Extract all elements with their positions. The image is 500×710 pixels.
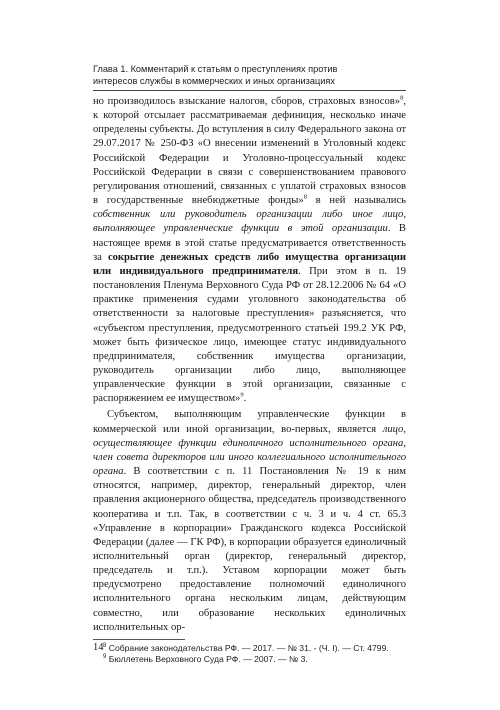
paragraph-1 xyxy=(93,95,406,406)
paragraph-1-text-3: в ней назывались xyxy=(306,195,406,207)
footnote-ref-8-second[interactable]: 8 xyxy=(303,193,307,201)
running-head-line-1: Глава 1. Комментарий к статьям о преступлениях против xyxy=(93,64,338,74)
paragraph-2 xyxy=(93,408,406,635)
running-head xyxy=(93,64,406,91)
paragraph-1-text-4: . В настоящее время в этой статье предусматривается ответственность за xyxy=(93,223,406,263)
paragraph-1-italic-subjects: собственник или руководитель организации либо иное лицо, выполняющее управленческие функции в этой организации xyxy=(93,209,406,235)
footnote-9 xyxy=(93,654,406,666)
footnote-9-mark: 9 xyxy=(103,654,107,661)
paragraph-1-text-5: . При этом в п. 19 постановления Пленума Верховного Суда РФ от 28.12.2006 № 64 «О практике применения судами уголовного законодательства об ответственности за налоговые преступления» разъясняется, что «субъектом преступления, предусмотренного статьей 199.2 УК РФ, может быть физическое лицо, имеющее статус индивидуального предпринимателя, собственник имущества организации, руководитель организации либо лицо, выполняющее управленческие функции в этой организации, связанные с распоряжением ее имуществом» xyxy=(93,265,406,405)
paragraph-1-text-6: . xyxy=(243,393,247,405)
paragraph-1-text-1: но производилось взыскание налогов, сборов, страховых взносов» xyxy=(93,96,401,107)
page-number: 14 xyxy=(93,642,104,653)
paragraph-2-text-2: . В соответствии с п. 11 Постановления № 19 к ним относятся, например, директор, генеральный директор, член правления акционерного общества, председатель производственного кооператива и т.п. Так, в соответствии с ч. 3 и ч. 4 ст. 65.3 «Управление в корпорации» Гражданского кодекса Российской Федерации (далее — ГК РФ), в корпорации образуется единоличный исполнительный орган (директор, генеральный директор, председатель и т.п.). Уставом корпорации может быть предусмотрено предоставление полномочий единоличного исполнительного органа нескольким лицам, действующим совместно, или образование нескольких единоличных исполнительных ор- xyxy=(93,466,406,633)
footnote-ref-9[interactable]: 9 xyxy=(240,391,244,399)
paragraph-2-text-1: Субъектом, выполняющим управленческие функции в коммерческой или иной организации, во-первых, является xyxy=(93,409,406,435)
paragraph-2-italic-definition: лицо, осуществляющее функции единоличного исполнительного органа, член совета директоров или иного коллегиального исполнительного органа xyxy=(93,423,406,478)
footnote-8-text: Собрание законодательства РФ. — 2017. — № 31. - (Ч. I). — Ст. 4799. xyxy=(108,642,389,653)
footnote-8 xyxy=(93,643,406,655)
running-head-line-2: интересов службы в коммерческих и иных организациях xyxy=(93,75,335,86)
footnote-divider xyxy=(93,639,185,640)
footnote-9-text: Бюллетень Верховного Суда РФ. — 2007. — № 3. xyxy=(108,654,308,665)
page-body xyxy=(93,64,406,666)
footnote-ref-8[interactable]: 8 xyxy=(400,94,404,102)
paragraph-1-bold-concealment: сокрытие денежных средств либо имущества организации или индивидуального предпринимателя xyxy=(93,251,406,277)
paragraph-1-text-2: , к которой отсылает рассматриваемая дефиниция, несколько иначе определены субъекты. До вступления в силу Федерального закона от 29.07.2017 № 250-ФЗ «О внесении изменений в Уголовный кодекс Российской Федерации и Уголовно-процессуальный кодекс Российской Федерации в связи с совершенствованием правового регулирования отношений, связанных с уплатой страховых взносов в государственные внебюджетные фонды» xyxy=(93,96,406,207)
footnote-8-mark: 8 xyxy=(103,643,107,650)
